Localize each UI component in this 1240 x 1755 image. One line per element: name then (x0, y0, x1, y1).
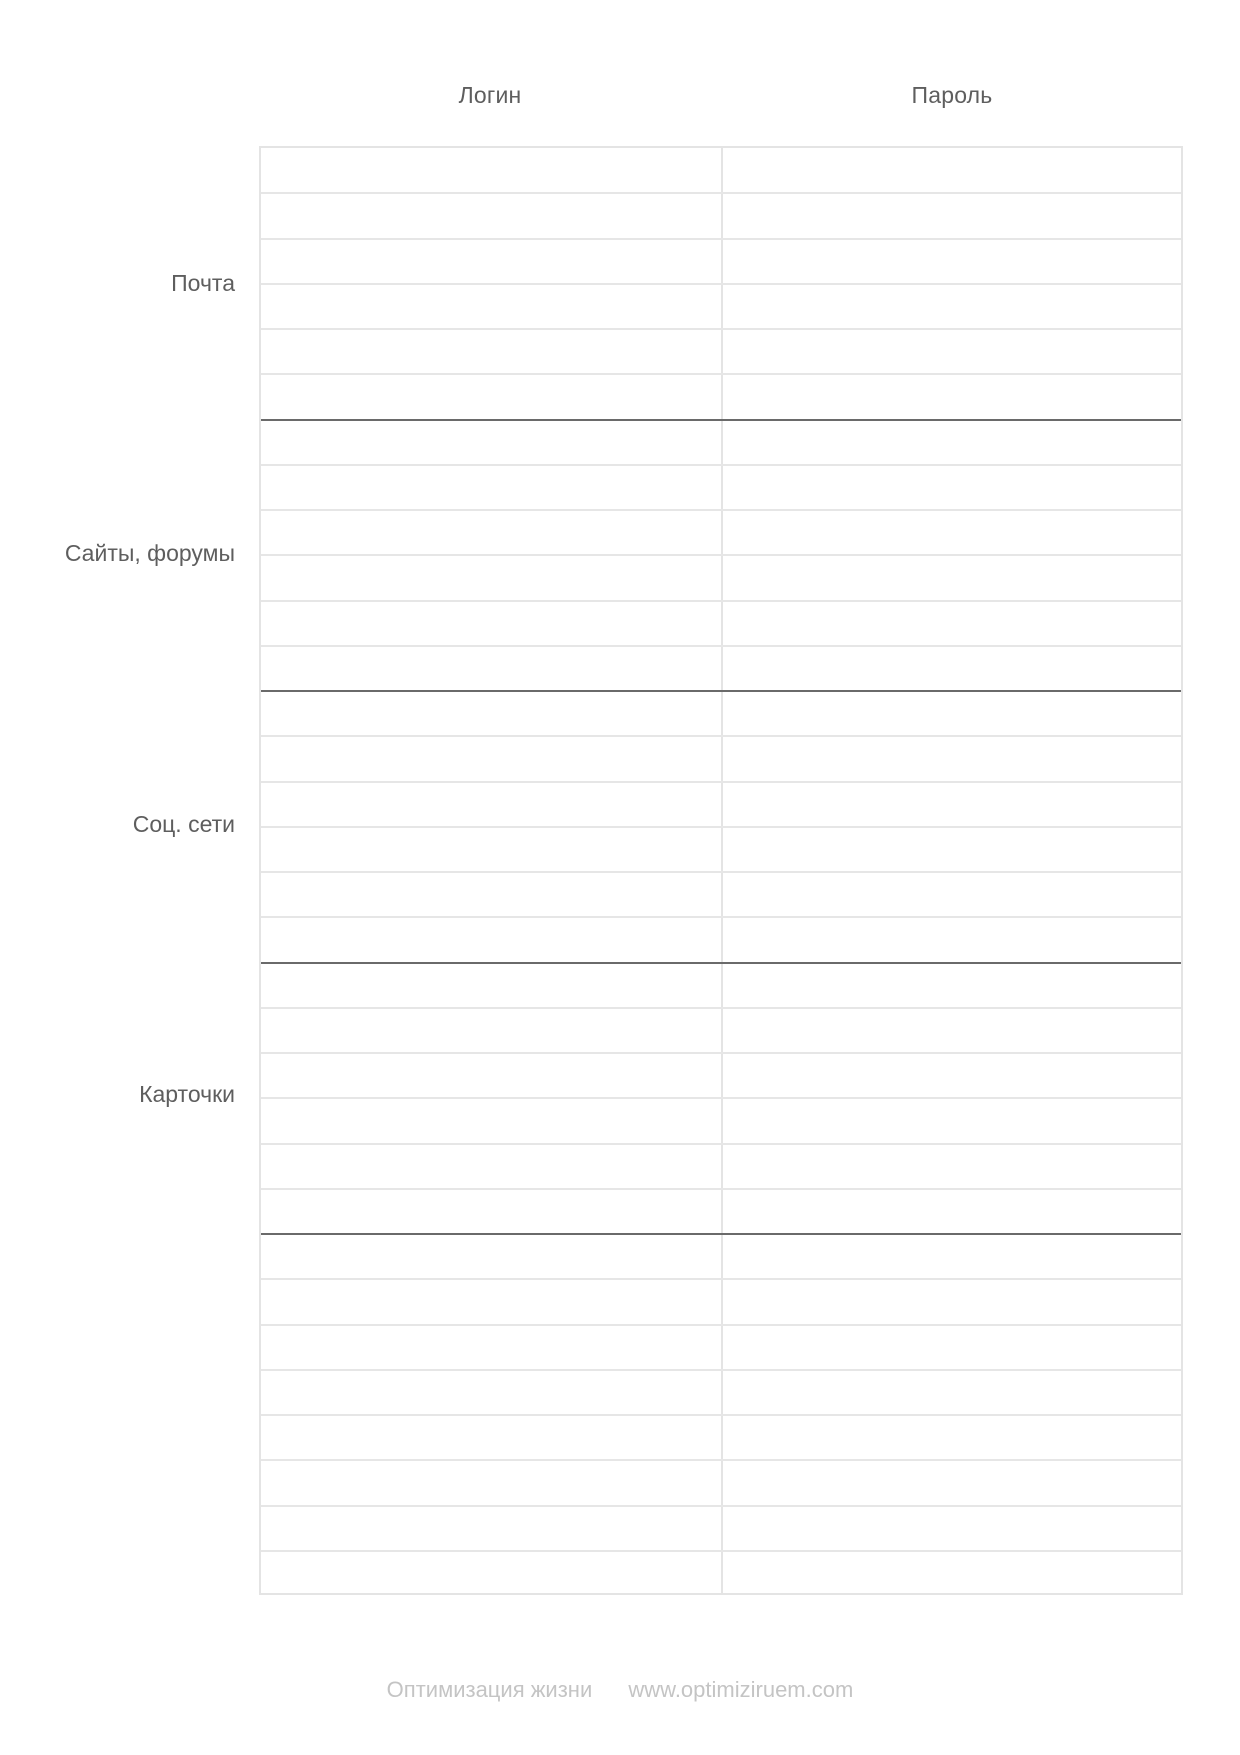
column-header-password: Пароль (911, 82, 993, 108)
row-line (261, 1369, 1181, 1371)
row-line (261, 645, 1181, 647)
row-line (261, 509, 1181, 511)
section-label-mail: Почта (171, 270, 235, 296)
footer-site-url: www.optimiziruem.com (628, 1677, 854, 1702)
section-divider-line (261, 419, 1181, 421)
section-divider-line (261, 690, 1181, 692)
section-divider-line (261, 1233, 1181, 1235)
row-line (261, 1505, 1181, 1507)
row-line (261, 373, 1181, 375)
row-line (261, 1278, 1181, 1280)
section-label-social-networks: Соц. сети (132, 811, 235, 837)
row-line (261, 1324, 1181, 1326)
password-table-grid (259, 146, 1183, 1595)
section-label-cards: Карточки (139, 1081, 235, 1107)
row-line (261, 916, 1181, 918)
row-line (261, 781, 1181, 783)
row-line (261, 1052, 1181, 1054)
row-line (261, 554, 1181, 556)
row-line (261, 238, 1181, 240)
row-line (261, 600, 1181, 602)
footer (0, 1677, 1240, 1703)
section-label-sites-forums: Сайты, форумы (64, 540, 235, 566)
section-divider-line (261, 962, 1181, 964)
row-line (261, 283, 1181, 285)
row-line (261, 464, 1181, 466)
column-header-login: Логин (458, 82, 522, 108)
row-line (261, 871, 1181, 873)
row-line (261, 1143, 1181, 1145)
row-line (261, 192, 1181, 194)
row-line (261, 735, 1181, 737)
row-line (261, 328, 1181, 330)
row-line (261, 826, 1181, 828)
row-line (261, 1550, 1181, 1552)
footer-brand: Оптимизация жизни (386, 1677, 593, 1702)
row-line (261, 1007, 1181, 1009)
row-line (261, 1097, 1181, 1099)
row-line (261, 1188, 1181, 1190)
row-line (261, 1459, 1181, 1461)
row-line (261, 1414, 1181, 1416)
